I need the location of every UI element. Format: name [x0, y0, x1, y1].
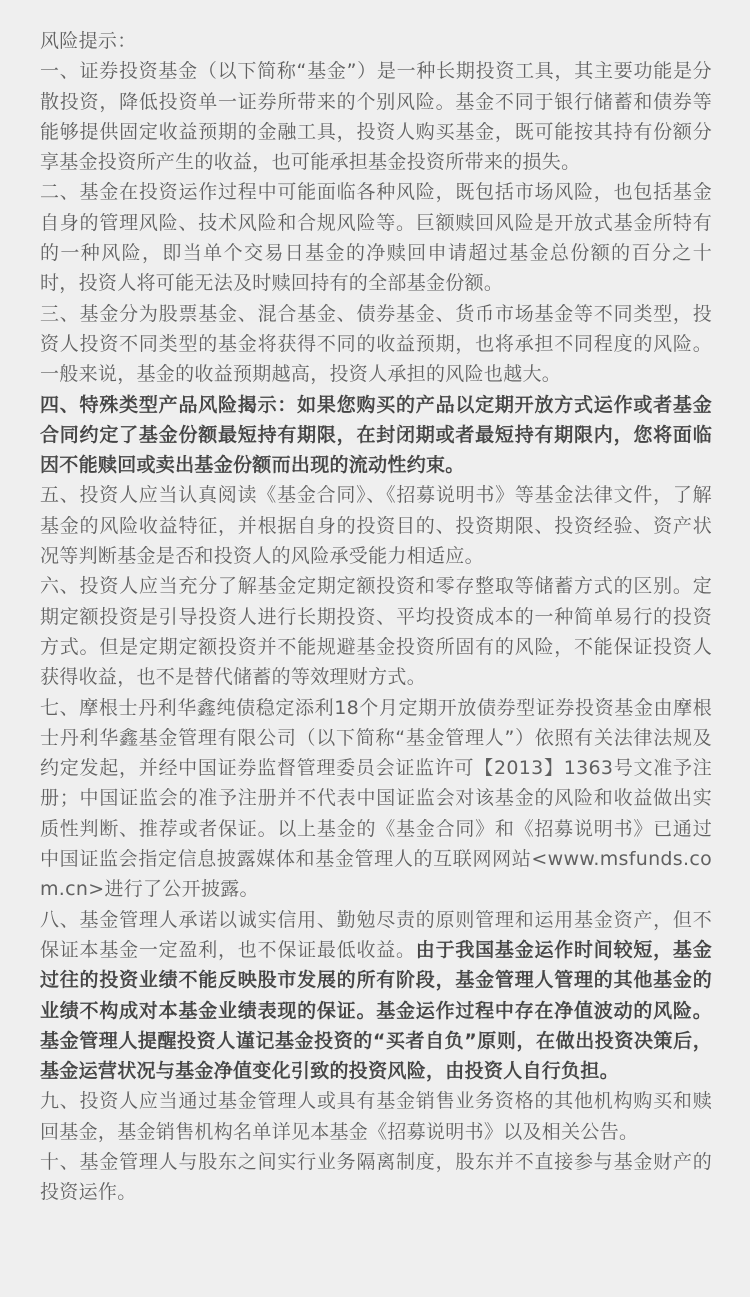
risk-item-8-highlight-text: 由于我国基金运作时间较短，基金过往的投资业绩不能反映股市发展的所有阶段，基金管理人管理的其他基金的业绩不构成对本基金业绩表现的保证。基金运作过程中存在净值波动的风险。基金管理人提醒投资人谨记基金投资的“买者自负”原则，在做出投资决策后，基金运营状况与基金净值变化引致的投资风险，由投资人自行负担。	[40, 938, 712, 1083]
risk-item-5: 五、投资人应当认真阅读《基金合同》、《招募说明书》等基金法律文件，了解基金的风险收益特征，并根据自身的投资目的、投资期限、投资经验、资产状况等判断基金是否和投资人的风险承受能力相适应。	[40, 484, 712, 568]
risk-item-8	[40, 905, 712, 1087]
risk-item-1: 一、证券投资基金（以下简称“基金”）是一种长期投资工具，其主要功能是分散投资，降低投资单一证券所带来的个别风险。基金不同于银行储蓄和债券等能够提供固定收益预期的金融工具，投资人购买基金，既可能按其持有份额分享基金投资所产生的收益，也可能承担基金投资所带来的损失。	[40, 60, 712, 174]
risk-item-2: 二、基金在投资运作过程中可能面临各种风险，既包括市场风险，也包括基金自身的管理风险、技术风险和合规风险等。巨额赎回风险是开放式基金所特有的一种风险，即当单个交易日基金的净赎回申请超过基金总份额的百分之十时，投资人将可能无法及时赎回持有的全部基金份额。	[40, 181, 712, 295]
risk-item-6: 六、投资人应当充分了解基金定期定额投资和零存整取等储蓄方式的区别。定期定额投资是引导投资人进行长期投资、平均投资成本的一种简单易行的投资方式。但是定期定额投资并不能规避基金投资所固有的风险，不能保证投资人获得收益，也不是替代储蓄的等效理财方式。	[40, 575, 712, 689]
risk-item-9: 九、投资人应当通过基金管理人或具有基金销售业务资格的其他机构购买和赎回基金，基金销售机构名单详见本基金《招募说明书》以及相关公告。	[40, 1090, 712, 1143]
risk-title: 风险提示：	[40, 30, 137, 52]
risk-item-10: 十、基金管理人与股东之间实行业务隔离制度，股东并不直接参与基金财产的投资运作。	[40, 1150, 712, 1204]
risk-item-3: 三、基金分为股票基金、混合基金、债券基金、货币市场基金等不同类型，投资人投资不同类型的基金将获得不同的收益预期，也将承担不同程度的风险。一般来说，基金的收益预期越高，投资人承担的风险也越大。	[40, 302, 712, 386]
risk-item-4-special-products: 四、特殊类型产品风险揭示：如果您购买的产品以定期开放方式运作或者基金合同约定了基金份额最短持有期限，在封闭期或者最短持有期限内，您将面临因不能赎回或卖出基金份额而出现的流动性约束。	[40, 393, 712, 477]
risk-item-8-normal-text: 八、基金管理人承诺以诚实信用、勤勉尽责的原则管理和运用基金资产，但不保证本基金一定盈利，也不保证最低收益。	[40, 908, 712, 961]
risk-item-7: 七、摩根士丹利华鑫纯债稳定添利18个月定期开放债券型证券投资基金由摩根士丹利华鑫基金管理有限公司（以下简称“基金管理人”）依照有关法律法规及约定发起，并经中国证券监督管理委员会证监许可【2013】1363号文准予注册；中国证监会的准予注册并不代表中国证监会对该基金的风险和收益做出实质性判断、推荐或者保证。以上基金的《基金合同》和《招募说明书》已通过中国证监会指定信息披露媒体和基金管理人的互联网网站<www.msfunds.com.cn>进行了公开披露。	[40, 696, 712, 901]
